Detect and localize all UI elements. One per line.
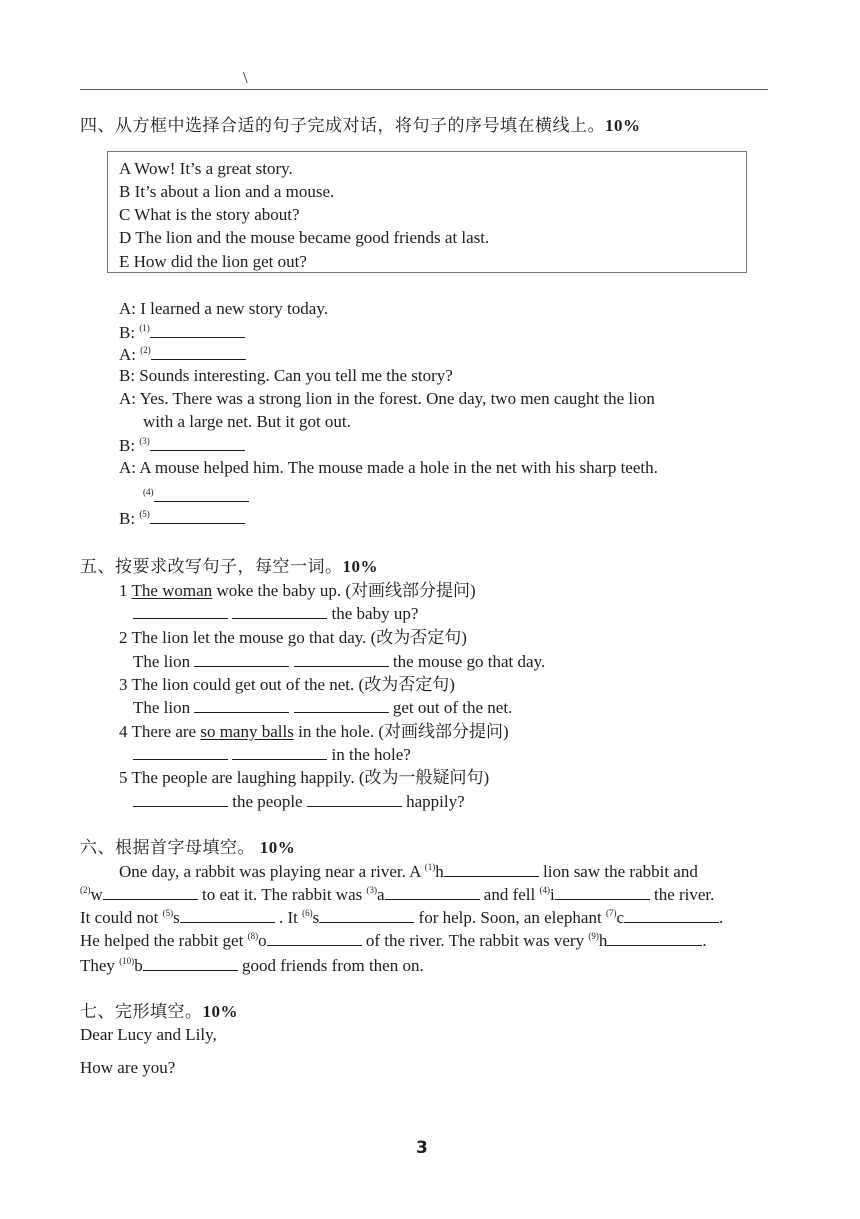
answer-blank[interactable] [555,884,650,900]
answer-blank[interactable] [133,603,228,619]
option-d: D The lion and the mouse became good friends at last. [119,228,490,247]
speaker: B: [119,436,136,455]
page-number: 3 [416,1138,428,1158]
dialogue-line-1: A: I learned a new story today. [119,299,328,318]
answer-blank[interactable] [307,791,402,807]
dialogue-line-5a: A: Yes. There was a strong lion in the forest. One day, two men caught the lion [119,389,655,408]
dialogue-line-4: B: Sounds interesting. Can you tell me the story? [119,366,453,385]
s6-line-4: He helped the rabbit get $^{(8)}$o of the river. The rabbit was very $^{(9)}$h . [80,931,707,950]
dialogue-line-7: A: A mouse helped him. The mouse made a hole in the net with his sharp teeth. [119,458,658,477]
section5-title: 五、按要求改写句子，每空一词。 [80,557,343,576]
s5-answer-4: in the hole? [133,744,411,765]
answer-blank[interactable] [232,603,327,619]
answer-blank[interactable] [194,651,289,667]
answer-blank[interactable] [624,907,719,923]
dialogue-line-2 [119,322,245,343]
blank-number: (1) [139,323,150,333]
blank-number: (2) [140,345,151,355]
answer-blank-2[interactable] [151,344,246,360]
letter-greeting: Dear Lucy and Lily, [80,1025,217,1044]
section4-score: 10% [605,116,641,135]
header-rule [80,89,768,90]
section7-heading [80,1002,238,1022]
answer-blank[interactable] [143,955,238,971]
section6-score: 10% [259,838,296,857]
blank-number: (4) [143,487,154,497]
answer-blank[interactable] [385,884,480,900]
answer-blank-3[interactable] [150,435,245,451]
s5-question-2: 2 The lion let the mouse go that day. (改为否定句) [119,628,467,647]
speaker: A: [119,345,136,364]
underlined-phrase: so many balls [200,722,294,741]
s6-line-5: They $^{(10)}$b good friends from then on. [80,956,424,975]
blank-number: (5) [139,509,150,519]
s6-line-3: It could not $^{(5)}$s . It $^{(6)}$s for help. Soon, an elephant $^{(7)}$c . [80,908,724,927]
option-a: A Wow! It’s a great story. [119,159,293,178]
option-c: C What is the story about? [119,205,300,224]
section5-heading [80,557,378,577]
answer-blank[interactable] [133,791,228,807]
s5-answer-3: The lion get out of the net. [133,698,513,717]
answer-blank-4[interactable] [154,486,249,502]
dialogue-line-6 [119,435,245,456]
answer-blank[interactable] [103,884,198,900]
section4-title: 四、从方框中选择合适的句子完成对话，将句子的序号填在横线上。 [80,116,605,135]
speaker: B: [119,509,136,528]
answer-blank[interactable] [180,907,275,923]
s6-line-2: $^{(2)}$w to eat it. The rabbit was $^{(3)}$a and fell $^{(4)}$i the river. [80,885,715,904]
answer-blank-5[interactable] [150,508,245,524]
top-mark: \ [243,68,248,87]
section7-score: 10% [202,1002,238,1021]
section7-title: 七、完形填空。 [80,1002,203,1021]
option-b: B It’s about a lion and a mouse. [119,182,335,201]
answer-blank[interactable] [319,907,414,923]
answer-blank[interactable] [294,697,389,713]
answer-blank[interactable] [133,744,228,760]
dialogue-line-9 [119,508,245,529]
option-e: E How did the lion get out? [119,252,307,271]
answer-blank[interactable] [607,930,702,946]
answer-blank[interactable] [232,744,327,760]
underlined-phrase: The woman [131,581,213,600]
s5-question-3: 3 The lion could get out of the net. (改为否定句) [119,675,455,694]
s5-answer-2: The lion the mouse go that day. [133,652,546,671]
answer-blank[interactable] [267,930,362,946]
s6-line-1: One day, a rabbit was playing near a river. A $^{(1)}$h lion saw the rabbit and [119,862,698,881]
s5-question-4: 4 There are so many balls in the hole. (对画线部分提问) [119,722,509,741]
s5-answer-5: the people happily? [133,791,465,812]
s5-question-1: 1 The woman woke the baby up. (对画线部分提问) [119,581,476,600]
s5-answer-1: the baby up? [133,603,418,624]
blank-number: (3) [139,436,150,446]
answer-blank[interactable] [444,861,539,877]
letter-line-1: How are you? [80,1058,176,1077]
speaker: B: [119,323,136,342]
section6-heading [80,838,295,858]
section6-title: 六、根据首字母填空。 [80,838,255,857]
answer-blank-1[interactable] [150,322,245,338]
answer-blank[interactable] [294,651,389,667]
dialogue-line-5b: with a large net. But it got out. [143,412,351,431]
section4-heading [80,116,641,136]
s5-question-5: 5 The people are laughing happily. (改为一般疑问句) [119,768,490,787]
dialogue-line-8 [143,486,249,507]
dialogue-line-3 [119,344,246,365]
answer-blank[interactable] [194,697,289,713]
section5-score: 10% [342,557,378,576]
